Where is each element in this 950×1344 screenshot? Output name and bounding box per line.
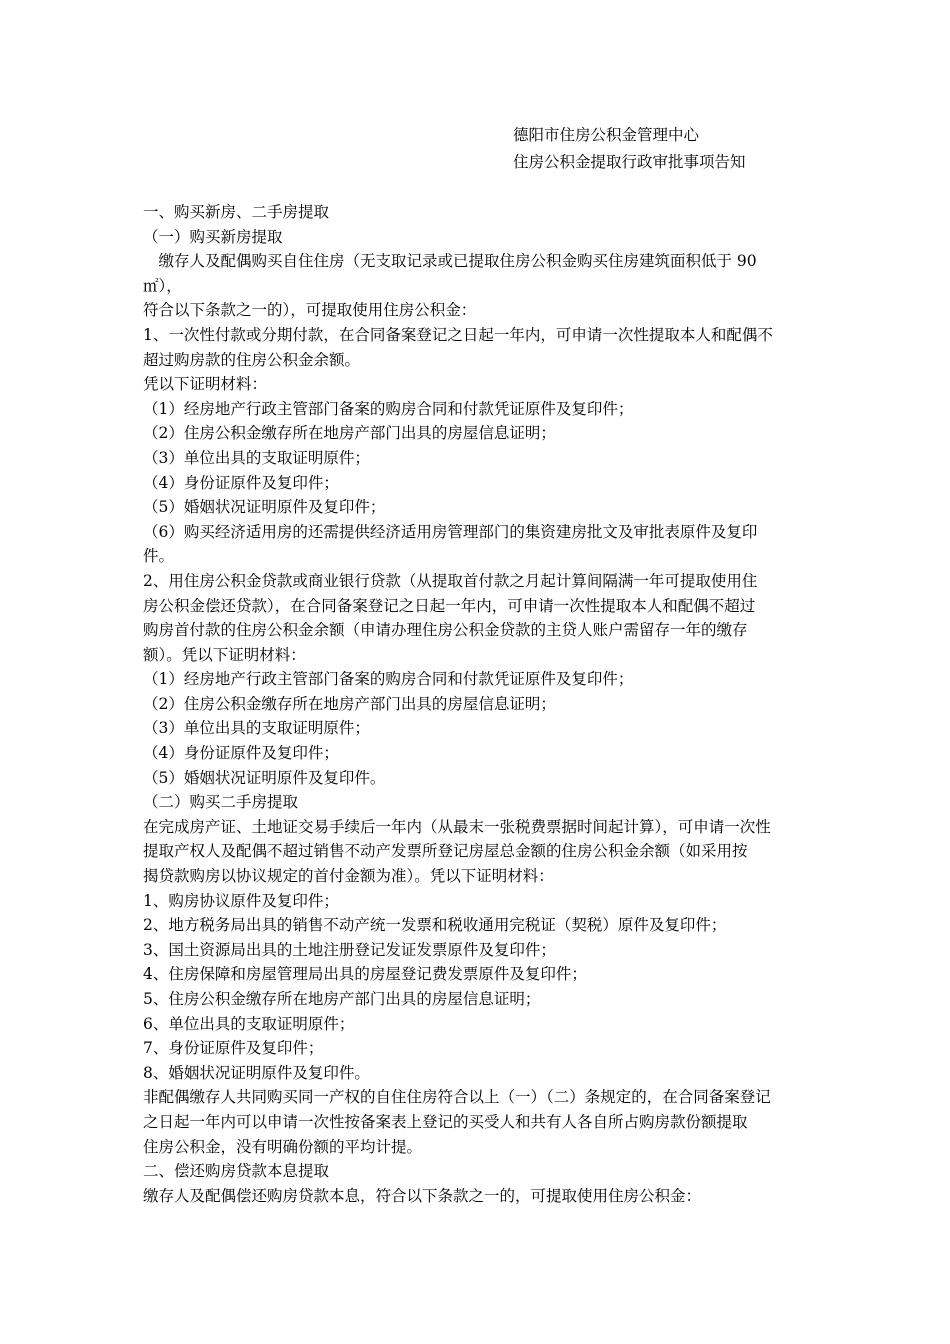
text-line: 8、婚姻状况证明原件及复印件。 <box>143 1063 370 1082</box>
document-body <box>143 200 815 1208</box>
text-line: 1、购房协议原件及复印件； <box>143 891 339 910</box>
text-line: （1）经房地产行政主管部门备案的购房合同和付款凭证原件及复印件； <box>143 670 634 689</box>
text-line: 超过购房款的住房公积金余额。 <box>143 350 361 369</box>
text-line: （5）婚姻状况证明原件及复印件。 <box>143 768 386 787</box>
text-line: 符合以下条款之一的），可提取使用住房公积金： <box>143 301 477 320</box>
text-line: 1、一次性付款或分期付款，在合同备案登记之日起一年内，可申请一次性提取本人和配偶不 <box>143 325 773 344</box>
text-line: 非配偶缴存人共同购买同一产权的自住住房符合以上（一）（二）条规定的，在合同备案登记 <box>143 1088 771 1107</box>
text-line: 7、身份证原件及复印件； <box>143 1039 324 1058</box>
text-line: 缴存人及配偶偿还购房贷款本息，符合以下条款之一的，可提取使用住房公积金： <box>143 1186 702 1205</box>
text-line: 件。 <box>143 547 175 566</box>
text-line: （4）身份证原件及复印件； <box>143 744 339 763</box>
text-line: 缴存人及配偶购买自住住房（无支取记录或已提取住房公积金购买住房建筑面积低于 90 <box>143 252 757 271</box>
organization-name: 德阳市住房公积金管理中心 <box>513 126 700 144</box>
text-line: 4、住房保障和房屋管理局出具的房屋登记费发票原件及复印件； <box>143 965 587 984</box>
text-line: 2、地方税务局出具的销售不动产统一发票和税收通用完税证（契税）原件及复印件； <box>143 916 727 935</box>
text-line: 6、单位出具的支取证明原件； <box>143 1014 355 1033</box>
text-line: 购房首付款的住房公积金余额（申请办理住房公积金贷款的主贷人账户需留存一年的缴存 <box>143 621 748 640</box>
text-line: 房公积金偿还贷款），在合同备案登记之日起一年内，可申请一次性提取本人和配偶不超过 <box>143 596 756 615</box>
text-line: （二）购买二手房提取 <box>143 793 299 812</box>
text-line: （2）住房公积金缴存所在地房产部门出具的房屋信息证明； <box>143 424 556 443</box>
text-line: （3）单位出具的支取证明原件； <box>143 448 370 467</box>
text-line: 在完成房产证、土地证交易手续后一年内（从最末一张税费票据时间起计算），可申请一次性 <box>143 817 771 836</box>
text-line: 之日起一年内可以申请一次性按备案表上登记的买受人和共有人各自所占购房款份额提取 <box>143 1112 748 1131</box>
text-line: （4）身份证原件及复印件； <box>143 473 339 492</box>
text-line: 揭贷款购房以协议规定的首付金额为准）。凭以下证明材料： <box>143 867 554 886</box>
text-line: 凭以下证明材料： <box>143 375 268 394</box>
text-line: 5、住房公积金缴存所在地房产部门出具的房屋信息证明； <box>143 990 541 1008</box>
text-line: （一）购买新房提取 <box>143 227 283 246</box>
text-line: 2、用住房公积金贷款或商业银行贷款（从提取首付款之月起计算间隔满一年可提取使用住 <box>143 571 758 590</box>
text-line: （3）单位出具的支取证明原件； <box>143 719 370 738</box>
text-line: （2）住房公积金缴存所在地房产部门出具的房屋信息证明； <box>143 694 556 713</box>
text-line: 住房公积金，没有明确份额的平均计提。 <box>143 1137 423 1156</box>
text-line: 额）。凭以下证明材料： <box>143 645 306 664</box>
text-line: （1）经房地产行政主管部门备案的购房合同和付款凭证原件及复印件； <box>143 399 634 418</box>
text-line: 一、购买新房、二手房提取 <box>143 203 330 221</box>
text-line: ㎡）， <box>143 276 182 295</box>
text-line: 3、国土资源局出具的土地注册登记发证发票原件及复印件； <box>143 940 556 959</box>
text-line: （6）购买经济适用房的还需提供经济适用房管理部门的集资建房批文及审批表原件及复印 <box>143 522 758 541</box>
document-header <box>513 122 913 176</box>
document-title: 住房公积金提取行政审批事项告知 <box>513 153 746 171</box>
text-line: 提取产权人及配偶不超过销售不动产发票所登记房屋总金额的住房公积金余额（如采用按 <box>143 842 748 861</box>
text-line: 二、偿还购房贷款本息提取 <box>143 1162 330 1181</box>
text-line: （5）婚姻状况证明原件及复印件； <box>143 498 386 517</box>
